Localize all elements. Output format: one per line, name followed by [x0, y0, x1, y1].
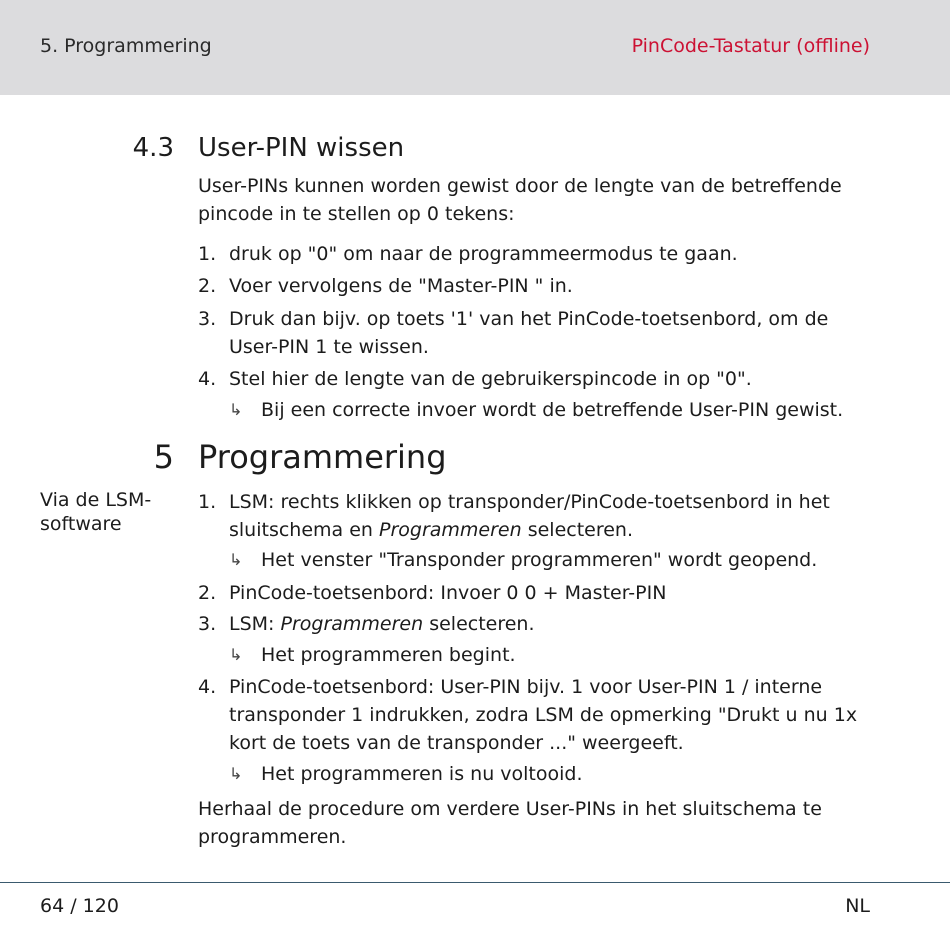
result-item [229, 396, 869, 424]
list-text: PinCode-toetsenbord: User-PIN bijv. 1 voor User-PIN 1 / interne transponder 1 indrukken, zodra LSM de opmerking "Drukt u nu 1x kort de toets van de transponder ..." weergeeft. [229, 676, 858, 754]
chapter-heading: Programmering [198, 438, 447, 476]
product-title: PinCode-Tastatur (offline) [631, 35, 870, 57]
margin-note: Via de LSM-software [40, 489, 152, 535]
list-item [198, 272, 870, 300]
list-text: Druk dan bijv. op toets '1' van het PinCode-toetsenbord, om de User-PIN 1 te wissen. [229, 308, 829, 358]
result-text: Het venster "Transponder programmeren" wordt geopend. [261, 549, 818, 571]
list-text [229, 488, 870, 544]
page-number: 64 / 120 [40, 895, 119, 917]
result-arrow-icon: ↳ [229, 550, 243, 569]
list-number: 4. [198, 676, 217, 698]
list-item [198, 488, 870, 544]
result-text: Bij een correcte invoer wordt de betreffende User-PIN gewist. [261, 399, 844, 421]
result-text: Het programmeren is nu voltooid. [261, 763, 583, 785]
list-text: Stel hier de lengte van de gebruikerspincode in op "0". [229, 368, 752, 390]
list-number: 2. [198, 582, 217, 604]
list-item [198, 305, 870, 361]
result-arrow-icon: ↳ [229, 400, 243, 419]
list-text [229, 610, 870, 638]
section-intro: User-PINs kunnen worden gewist door de lengte van de betreffende pincode in te stellen op 0 tekens: [198, 175, 842, 225]
result-item [229, 760, 869, 788]
section-title: User-PIN wissen [198, 133, 405, 163]
result-arrow-icon: ↳ [229, 764, 243, 783]
text-segment: selecteren. [521, 519, 634, 541]
list-number: 4. [198, 368, 217, 390]
emphasis-text: Programmeren [379, 519, 522, 541]
result-item [229, 546, 869, 574]
footer-divider [0, 882, 950, 883]
list-item [198, 673, 870, 757]
list-item [198, 610, 870, 638]
list-number: 2. [198, 275, 217, 297]
page-header [0, 0, 950, 95]
list-number: 3. [198, 308, 217, 330]
result-text: Het programmeren begint. [261, 644, 516, 666]
language-code: NL [845, 895, 870, 917]
text-segment: selecteren. [423, 613, 535, 635]
list-text: Voer vervolgens de "Master-PIN " in. [229, 275, 573, 297]
emphasis-text: Programmeren [280, 613, 424, 635]
list-item [198, 240, 870, 268]
text-segment: LSM: rechts klikken op transponder/PinCode-toetsenbord in het sluitschema en [229, 491, 830, 541]
list-text: druk op "0" om naar de programmeermodus te gaan. [229, 243, 738, 265]
list-number: 1. [198, 491, 217, 513]
text-segment: LSM: [229, 613, 281, 635]
chapter-number: 5 [153, 438, 174, 476]
result-arrow-icon: ↳ [229, 645, 243, 664]
result-item [229, 641, 869, 669]
closing-paragraph: Herhaal de procedure om verdere User-PINs in het sluitschema te programmeren. [198, 798, 822, 848]
section-number: 4.3 [132, 133, 174, 163]
list-text: PinCode-toetsenbord: Invoer 0 0 + Master-PIN [229, 582, 667, 604]
chapter-title: 5. Programmering [40, 35, 212, 57]
list-number: 3. [198, 613, 217, 635]
list-item [198, 365, 870, 393]
list-item [198, 579, 870, 607]
list-number: 1. [198, 243, 217, 265]
